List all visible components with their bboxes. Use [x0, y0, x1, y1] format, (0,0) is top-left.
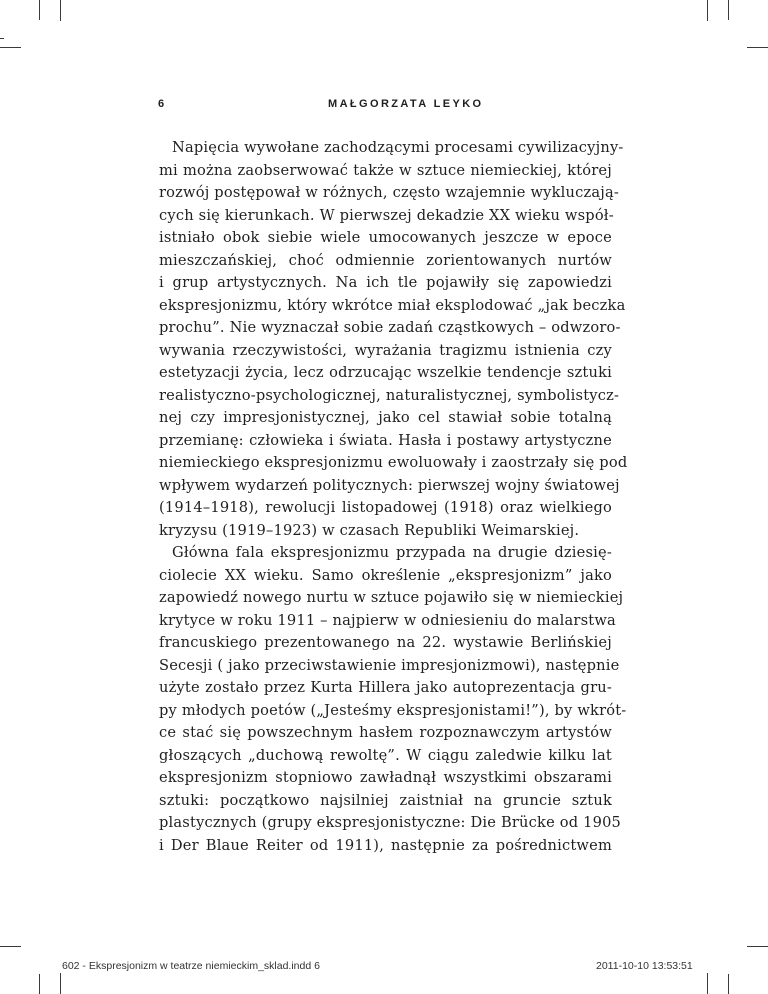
page-header	[0, 98, 768, 114]
text-line: ciolecie XX wieku. Samo określenie „ekspresjonizm” jako	[159, 566, 612, 584]
crop-mark-top-left-vertical-inner	[60, 0, 61, 21]
text-line: cych się kierunkach. W pierwszej dekadzie XX wieku współ-	[159, 206, 614, 224]
text-line: plastycznych (grupy ekspresjonistyczne: Die Brücke od 1905	[159, 814, 622, 831]
text-line: sztuki: początkowo najsilniej zaistniał na gruncie sztuk	[159, 791, 612, 809]
text-line: ce stać się powszechnym hasłem rozpoznawczym artystów	[159, 724, 612, 741]
slug-filename: 602 - Ekspresjonizm w teatrze niemieckim_sklad.indd 6	[62, 960, 320, 972]
text-line: mieszczańskiej, choć odmiennie zorientowanych nurtów	[159, 251, 612, 269]
text-line: kryzysu (1919–1923) w czasach Republiki Weimarskiej.	[159, 521, 580, 539]
crop-mark-top-left-horizontal-inner	[0, 38, 4, 39]
text-line: py młodych poetów („Jesteśmy ekspresjonistami!”), by wkrót-	[159, 701, 627, 719]
crop-mark-top-left-horizontal	[0, 47, 21, 48]
body-text	[159, 137, 628, 857]
text-line: krytyce w roku 1911 – najpierw w odniesieniu do malarstwa	[159, 611, 616, 629]
text-line: (1914–1918), rewolucji listopadowej (1918) oraz wielkiego	[159, 499, 612, 516]
text-line: Secesji ( jako przeciwstawienie impresjonizmowi), następnie	[159, 656, 620, 674]
crop-mark-bottom-left-vertical	[39, 974, 40, 994]
text-line: prochu”. Nie wyznaczał sobie zadań cząstkowych – odwzoro-	[159, 319, 621, 336]
text-line: przemianę: człowieka i świata. Hasła i postawy artystyczne	[159, 431, 612, 449]
crop-mark-top-right-horizontal	[747, 47, 768, 48]
text-line: estetyzacji życia, lecz odrzucając wszelkie tendencje sztuki	[159, 364, 612, 381]
text-line: wpływem wydarzeń politycznych: pierwszej wojny światowej	[159, 476, 620, 494]
text-line: głoszących „duchową rewoltę”. W ciągu zaledwie kilku lat	[159, 746, 612, 764]
text-line: i grup artystycznych. Na ich tle pojawiły się zapowiedzi	[159, 274, 612, 291]
crop-mark-top-right-vertical-inner	[707, 0, 708, 21]
text-line: mi można zaobserwować także w sztuce niemieckiej, której	[159, 161, 612, 179]
crop-mark-bottom-left-horizontal	[0, 946, 21, 947]
crop-mark-top-right-vertical	[728, 0, 729, 20]
text-line: i Der Blaue Reiter od 1911), następnie za pośrednictwem	[159, 836, 612, 854]
text-line: wywania rzeczywistości, wyrażania tragizmu istnienia czy	[159, 341, 612, 359]
text-line: niemieckiego ekspresjonizmu ewoluowały i zaostrzały się pod	[159, 454, 628, 471]
crop-mark-bottom-right-horizontal	[747, 946, 768, 947]
text-line: zapowiedź nowego nurtu w sztuce pojawiło się w niemieckiej	[159, 589, 624, 606]
crop-mark-bottom-right-vertical-inner	[707, 973, 708, 994]
running-head-author: MAŁGORZATA LEYKO	[328, 98, 484, 110]
crop-mark-bottom-right-vertical	[728, 974, 729, 994]
slug-timestamp: 2011-10-10 13:53:51	[596, 960, 693, 972]
text-line: nej czy impresjonistycznej, jako cel stawiał sobie totalną	[159, 409, 612, 426]
text-line: użyte zostało przez Kurta Hillera jako autoprezentacja gru-	[159, 679, 612, 696]
text-line: Napięcia wywołane zachodzącymi procesami cywilizacyjny-	[172, 139, 624, 156]
text-line: istniało obok siebie wiele umocowanych jeszcze w epoce	[159, 229, 612, 246]
text-line: realistyczno-psychologicznej, naturalistycznej, symbolistycz-	[159, 386, 620, 404]
text-line: rozwój postępował w różnych, często wzajemnie wykluczają-	[159, 184, 620, 201]
text-line: ekspresjonizmu, który wkrótce miał eksplodować „jak beczka	[159, 296, 626, 314]
text-line: ekspresjonizm stopniowo zawładnął wszystkimi obszarami	[159, 769, 612, 786]
page-number: 6	[158, 98, 167, 110]
text-line: Główna fala ekspresjonizmu przypada na drugie dziesię-	[172, 544, 612, 561]
text-line: francuskiego prezentowanego na 22. wystawie Berlińskiej	[159, 634, 612, 651]
crop-mark-bottom-left-vertical-inner	[60, 973, 61, 994]
crop-mark-top-left-vertical	[39, 0, 40, 20]
